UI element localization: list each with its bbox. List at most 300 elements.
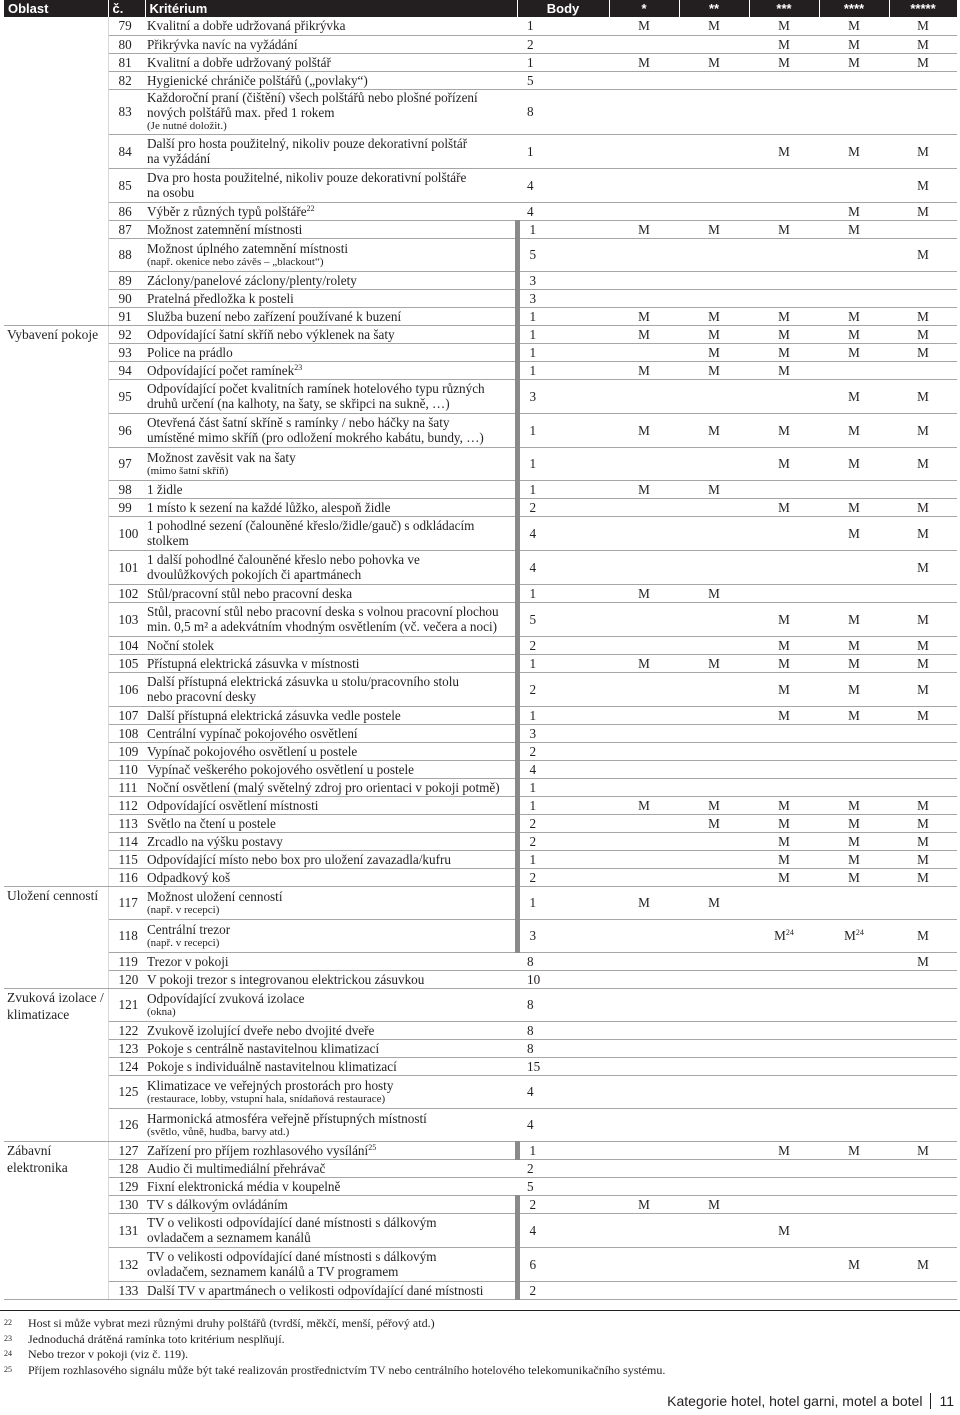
footnote-text: Jednoduchá drátěná ramínka toto kritérium nesplňují. <box>28 1331 285 1346</box>
criterion-text <box>145 742 517 760</box>
criterion-line-2: stolkem <box>147 533 189 548</box>
criteria-sheet <box>4 0 957 1300</box>
criterion-line: Odpovídající osvětlení místnosti <box>147 797 319 813</box>
table-row <box>4 379 957 413</box>
star-1-mandatory <box>609 289 679 307</box>
mandatory-mark: M <box>778 611 790 627</box>
points-value: 1 <box>517 447 609 480</box>
table-row <box>4 1057 957 1075</box>
star-5-mandatory <box>889 778 957 796</box>
header-points: Body <box>517 0 609 17</box>
criterion-number: 121 <box>108 988 145 1021</box>
points-value: 3 <box>517 289 609 307</box>
mandatory-mark: M <box>708 308 720 324</box>
star-3-mandatory <box>749 742 819 760</box>
star-1-mandatory <box>609 760 679 778</box>
points-value: 8 <box>517 988 609 1021</box>
star-5-mandatory <box>889 602 957 636</box>
star-1-mandatory <box>609 1141 679 1159</box>
criterion-number: 82 <box>108 71 145 89</box>
area-cell-electronics: Zábavní elektronika <box>4 1141 108 1299</box>
star-3-mandatory <box>749 343 819 361</box>
points-value: 2 <box>517 742 609 760</box>
criterion-text <box>145 89 517 134</box>
mandatory-mark: M <box>848 344 860 360</box>
mandatory-mark: M <box>917 953 929 969</box>
star-3-mandatory <box>749 480 819 498</box>
points-value: 2 <box>517 1195 609 1213</box>
mandatory-mark: M <box>848 388 860 404</box>
star-5-mandatory <box>889 379 957 413</box>
criterion-line-2: druhů určení (na kalhoty, na šaty, se skřipci na sukně, …) <box>147 396 450 411</box>
criteria-table <box>4 0 958 1300</box>
star-1-mandatory <box>609 1159 679 1177</box>
table-row <box>4 636 957 654</box>
star-4-mandatory <box>819 1141 889 1159</box>
star-2-mandatory <box>679 1159 749 1177</box>
mandatory-mark: M <box>708 344 720 360</box>
star-4-mandatory <box>819 742 889 760</box>
star-3-mandatory <box>749 413 819 447</box>
criterion-line: Odpovídající šatní skříň nebo výklenek na šaty <box>147 326 395 342</box>
table-row <box>4 742 957 760</box>
criterion-number: 117 <box>108 886 145 919</box>
mandatory-mark: M <box>638 797 650 813</box>
criterion-text <box>145 550 517 584</box>
criterion-line: Zrcadlo na výšku postavy <box>147 833 283 849</box>
table-row <box>4 53 957 71</box>
mandatory-mark: M <box>778 499 790 515</box>
star-3-mandatory <box>749 724 819 742</box>
star-4-mandatory <box>819 796 889 814</box>
mandatory-mark: M <box>778 1142 790 1158</box>
footnote-ref: 25 <box>368 1142 377 1152</box>
star-4-mandatory <box>819 516 889 550</box>
criterion-text <box>145 71 517 89</box>
star-2-mandatory <box>679 886 749 919</box>
criterion-line: Odpadkový koš <box>147 869 231 885</box>
points-value: 1 <box>517 584 609 602</box>
star-1-mandatory <box>609 413 679 447</box>
criterion-text <box>145 654 517 672</box>
star-3-mandatory <box>749 778 819 796</box>
star-2-mandatory <box>679 1247 749 1281</box>
star-3-mandatory <box>749 361 819 379</box>
header-area: Oblast <box>4 0 108 17</box>
criterion-text <box>145 1108 517 1141</box>
mandatory-mark: M <box>917 388 929 404</box>
points-value: 2 <box>517 498 609 516</box>
mandatory-mark: M <box>708 18 720 34</box>
points-value: 2 <box>517 1281 609 1299</box>
star-1-mandatory <box>609 1247 679 1281</box>
mandatory-mark: M <box>917 308 929 324</box>
criterion-line-2: ovladačem a seznamem kanálů <box>147 1230 311 1245</box>
mandatory-mark: M <box>917 611 929 627</box>
criterion-number: 92 <box>108 325 145 343</box>
star-1-mandatory <box>609 134 679 168</box>
mandatory-mark: M <box>848 203 860 219</box>
star-1-mandatory <box>609 1195 679 1213</box>
star-5-mandatory <box>889 447 957 480</box>
points-value: 10 <box>517 970 609 988</box>
star-5-mandatory <box>889 202 957 220</box>
star-3-mandatory <box>749 238 819 271</box>
table-row <box>4 760 957 778</box>
star-4-mandatory <box>819 1057 889 1075</box>
star-1-mandatory <box>609 796 679 814</box>
star-2-mandatory <box>679 1057 749 1075</box>
mandatory-mark: M <box>917 247 929 262</box>
star-5-mandatory <box>889 988 957 1021</box>
star-5-mandatory <box>889 1195 957 1213</box>
criterion-number: 114 <box>108 832 145 850</box>
table-row <box>4 202 957 220</box>
star-3-mandatory <box>749 516 819 550</box>
star-1-mandatory <box>609 17 679 35</box>
star-4-mandatory <box>819 868 889 886</box>
footnote-ref: 24 <box>785 928 794 937</box>
star-5-mandatory <box>889 1213 957 1247</box>
star-5-mandatory <box>889 89 957 134</box>
mandatory-mark: M <box>638 308 650 324</box>
star-5-mandatory <box>889 289 957 307</box>
star-2-mandatory <box>679 636 749 654</box>
star-3-mandatory <box>749 550 819 584</box>
header-number: č. <box>108 0 145 17</box>
criterion-text <box>145 672 517 706</box>
criterion-text <box>145 343 517 361</box>
star-2-mandatory <box>679 271 749 289</box>
star-2-mandatory <box>679 850 749 868</box>
star-4-mandatory <box>819 672 889 706</box>
star-5-mandatory <box>889 550 957 584</box>
criterion-text <box>145 325 517 343</box>
criterion-text <box>145 413 517 447</box>
criterion-line: Výběr z různých typů polštáře <box>147 203 307 219</box>
points-value: 5 <box>517 238 609 271</box>
mandatory-mark: M <box>917 707 929 723</box>
header-4-star: **** <box>819 0 889 17</box>
criterion-number: 87 <box>108 220 145 238</box>
criterion-text <box>145 706 517 724</box>
table-row <box>4 832 957 850</box>
criterion-number: 128 <box>108 1159 145 1177</box>
criterion-text <box>145 17 517 35</box>
table-row <box>4 1021 957 1039</box>
points-value: 1 <box>517 17 609 35</box>
star-5-mandatory <box>889 17 957 35</box>
criterion-text <box>145 1021 517 1039</box>
criterion-text <box>145 1141 517 1159</box>
mandatory-mark: M <box>917 54 929 70</box>
star-5-mandatory <box>889 584 957 602</box>
area-cell-sound: Zvuková izolace / klimatizace <box>4 988 108 1141</box>
mandatory-mark: M <box>778 308 790 324</box>
mandatory-mark: M <box>708 655 720 671</box>
star-5-mandatory <box>889 850 957 868</box>
star-5-mandatory <box>889 325 957 343</box>
points-value: 8 <box>517 1039 609 1057</box>
footnote <box>4 1316 665 1332</box>
criterion-text <box>145 480 517 498</box>
points-value: 2 <box>517 868 609 886</box>
criterion-number: 105 <box>108 654 145 672</box>
star-4-mandatory <box>819 1213 889 1247</box>
criterion-line-2: dvoulůžkových pokojích či apartmánech <box>147 567 362 582</box>
mandatory-mark: M <box>778 797 790 813</box>
star-2-mandatory <box>679 919 749 952</box>
criterion-text <box>145 1177 517 1195</box>
criterion-number: 90 <box>108 289 145 307</box>
star-2-mandatory <box>679 1108 749 1141</box>
criterion-number: 80 <box>108 35 145 53</box>
mandatory-mark: M <box>778 422 790 438</box>
mandatory-mark: M <box>778 362 790 378</box>
star-3-mandatory <box>749 447 819 480</box>
criterion-number: 112 <box>108 796 145 814</box>
points-value: 1 <box>517 1141 609 1159</box>
points-value: 1 <box>517 307 609 325</box>
criterion-number: 98 <box>108 480 145 498</box>
criterion-line-2: nových polštářů max. před 1 rokem <box>147 105 335 120</box>
criterion-number: 110 <box>108 760 145 778</box>
star-5-mandatory <box>889 796 957 814</box>
mandatory-mark: M <box>848 815 860 831</box>
criterion-text <box>145 1213 517 1247</box>
criterion-line: Vypínač pokojového osvětlení u postele <box>147 743 358 759</box>
mandatory-mark: M <box>917 681 929 697</box>
star-1-mandatory <box>609 636 679 654</box>
points-value: 1 <box>517 220 609 238</box>
star-2-mandatory <box>679 379 749 413</box>
criterion-text <box>145 1247 517 1281</box>
table-row <box>4 1159 957 1177</box>
criterion-line: Kvalitní a dobře udržovaný polštář <box>147 54 331 70</box>
star-4-mandatory <box>819 289 889 307</box>
criterion-note: (okna) <box>147 1005 176 1018</box>
criterion-number: 116 <box>108 868 145 886</box>
star-3-mandatory <box>749 886 819 919</box>
mandatory-mark: M <box>848 1256 860 1272</box>
criterion-note: (světlo, vůně, hudba, barvy atd.) <box>147 1125 290 1138</box>
star-1-mandatory <box>609 202 679 220</box>
star-2-mandatory <box>679 706 749 724</box>
criterion-number: 131 <box>108 1213 145 1247</box>
star-4-mandatory <box>819 35 889 53</box>
mandatory-mark: M <box>638 1196 650 1212</box>
star-1-mandatory <box>609 325 679 343</box>
star-1-mandatory <box>609 654 679 672</box>
star-3-mandatory <box>749 89 819 134</box>
points-value: 1 <box>517 886 609 919</box>
mandatory-mark: M <box>708 481 720 497</box>
criterion-note: (Je nutné doložit.) <box>147 120 227 132</box>
points-value: 4 <box>517 550 609 584</box>
table-row <box>4 220 957 238</box>
criterion-text <box>145 35 517 53</box>
footnote-text: Host si může vybrat mezi různými druhy polštářů (tvrdší, měkčí, menší, péřový atd.) <box>28 1316 435 1330</box>
points-value: 3 <box>517 724 609 742</box>
star-5-mandatory <box>889 361 957 379</box>
star-4-mandatory <box>819 1075 889 1108</box>
points-value: 4 <box>517 202 609 220</box>
criterion-text <box>145 919 517 952</box>
star-1-mandatory <box>609 602 679 636</box>
star-1-mandatory <box>609 71 679 89</box>
mandatory-mark: M <box>774 928 786 943</box>
criterion-number: 88 <box>108 238 145 271</box>
star-4-mandatory <box>819 919 889 952</box>
star-1-mandatory <box>609 1039 679 1057</box>
criterion-number: 100 <box>108 516 145 550</box>
star-1-mandatory <box>609 868 679 886</box>
star-2-mandatory <box>679 17 749 35</box>
mandatory-mark: M <box>778 326 790 342</box>
star-5-mandatory <box>889 480 957 498</box>
criterion-line: Noční stolek <box>147 637 215 653</box>
points-value: 1 <box>517 53 609 71</box>
star-1-mandatory <box>609 970 679 988</box>
criterion-text <box>145 970 517 988</box>
star-2-mandatory <box>679 71 749 89</box>
star-1-mandatory <box>609 706 679 724</box>
table-row <box>4 602 957 636</box>
points-value: 15 <box>517 1057 609 1075</box>
star-1-mandatory <box>609 1075 679 1108</box>
footnote-ref: 22 <box>306 203 315 213</box>
star-4-mandatory <box>819 1247 889 1281</box>
star-1-mandatory <box>609 1021 679 1039</box>
points-value: 4 <box>517 1108 609 1141</box>
criterion-number: 81 <box>108 53 145 71</box>
mandatory-mark: M <box>917 203 929 219</box>
star-2-mandatory <box>679 868 749 886</box>
criterion-text <box>145 850 517 868</box>
table-row <box>4 550 957 584</box>
criterion-number: 119 <box>108 952 145 970</box>
mandatory-mark: M <box>917 525 929 541</box>
star-4-mandatory <box>819 379 889 413</box>
star-3-mandatory <box>749 1075 819 1108</box>
criterion-text <box>145 832 517 850</box>
star-1-mandatory <box>609 1281 679 1299</box>
header-1-star: * <box>609 0 679 17</box>
star-3-mandatory <box>749 17 819 35</box>
star-4-mandatory <box>819 724 889 742</box>
criterion-line: Přístupná elektrická zásuvka v místnosti <box>147 655 360 671</box>
star-4-mandatory <box>819 636 889 654</box>
criterion-line: Odpovídající počet kvalitních ramínek hotelového typu různých <box>147 381 485 396</box>
star-5-mandatory <box>889 1108 957 1141</box>
star-3-mandatory <box>749 289 819 307</box>
table-row <box>4 796 957 814</box>
criterion-number: 99 <box>108 498 145 516</box>
star-1-mandatory <box>609 919 679 952</box>
star-2-mandatory <box>679 584 749 602</box>
footnote-number: 24 <box>4 1349 12 1358</box>
mandatory-mark: M <box>917 833 929 849</box>
criterion-number: 83 <box>108 89 145 134</box>
header-2-star: ** <box>679 0 749 17</box>
star-4-mandatory <box>819 850 889 868</box>
table-row <box>4 71 957 89</box>
footnote <box>4 1347 665 1363</box>
criterion-line: Zařízení pro příjem rozhlasového vysílání <box>147 1142 369 1158</box>
mandatory-mark: M <box>848 456 860 471</box>
star-2-mandatory <box>679 53 749 71</box>
criterion-note: (např. v recepci) <box>147 903 220 916</box>
mandatory-mark: M <box>848 797 860 813</box>
mandatory-mark: M <box>917 1142 929 1158</box>
criterion-note: (např. v recepci) <box>147 936 220 949</box>
criterion-line: Přikrývka navíc na vyžádání <box>147 36 298 52</box>
footnote-number: 25 <box>4 1364 12 1374</box>
points-value: 1 <box>517 706 609 724</box>
criterion-number: 79 <box>108 17 145 35</box>
star-4-mandatory <box>819 53 889 71</box>
mandatory-mark: M <box>848 655 860 671</box>
mandatory-mark: M <box>848 499 860 515</box>
table-row <box>4 168 957 202</box>
star-2-mandatory <box>679 238 749 271</box>
star-4-mandatory <box>819 1281 889 1299</box>
mandatory-mark: M <box>638 18 650 34</box>
points-value: 2 <box>517 672 609 706</box>
star-3-mandatory <box>749 672 819 706</box>
criterion-number: 93 <box>108 343 145 361</box>
star-5-mandatory <box>889 636 957 654</box>
criterion-line: TV o velikosti odpovídající dané místnosti s dálkovým <box>147 1249 437 1264</box>
mandatory-mark: M <box>708 326 720 342</box>
header-criterion: Kritérium <box>145 0 517 17</box>
mandatory-mark: M <box>917 143 929 159</box>
criterion-number: 133 <box>108 1281 145 1299</box>
star-5-mandatory <box>889 970 957 988</box>
star-4-mandatory <box>819 602 889 636</box>
mandatory-mark: M <box>778 18 790 34</box>
mandatory-mark: M <box>848 833 860 849</box>
star-5-mandatory <box>889 498 957 516</box>
star-4-mandatory <box>819 1177 889 1195</box>
table-row <box>4 498 957 516</box>
table-row <box>4 134 957 168</box>
star-1-mandatory <box>609 220 679 238</box>
points-value: 5 <box>517 602 609 636</box>
footnote-number: 22 <box>4 1318 12 1327</box>
star-5-mandatory <box>889 1039 957 1057</box>
table-row <box>4 970 957 988</box>
star-2-mandatory <box>679 498 749 516</box>
criterion-number: 109 <box>108 742 145 760</box>
star-2-mandatory <box>679 832 749 850</box>
criterion-line: Kvalitní a dobře udržovaná přikrývka <box>147 18 346 34</box>
mandatory-mark: M <box>917 928 929 943</box>
star-1-mandatory <box>609 516 679 550</box>
table-row <box>4 289 957 307</box>
footnotes <box>4 1316 665 1378</box>
star-5-mandatory <box>889 220 957 238</box>
star-2-mandatory <box>679 672 749 706</box>
criterion-text <box>145 516 517 550</box>
star-2-mandatory <box>679 202 749 220</box>
star-5-mandatory <box>889 760 957 778</box>
criterion-line: Pokoje s individuálně nastavitelnou klimatizací <box>147 1058 397 1074</box>
table-row <box>4 778 957 796</box>
criterion-text <box>145 53 517 71</box>
star-2-mandatory <box>679 480 749 498</box>
points-value: 1 <box>517 480 609 498</box>
